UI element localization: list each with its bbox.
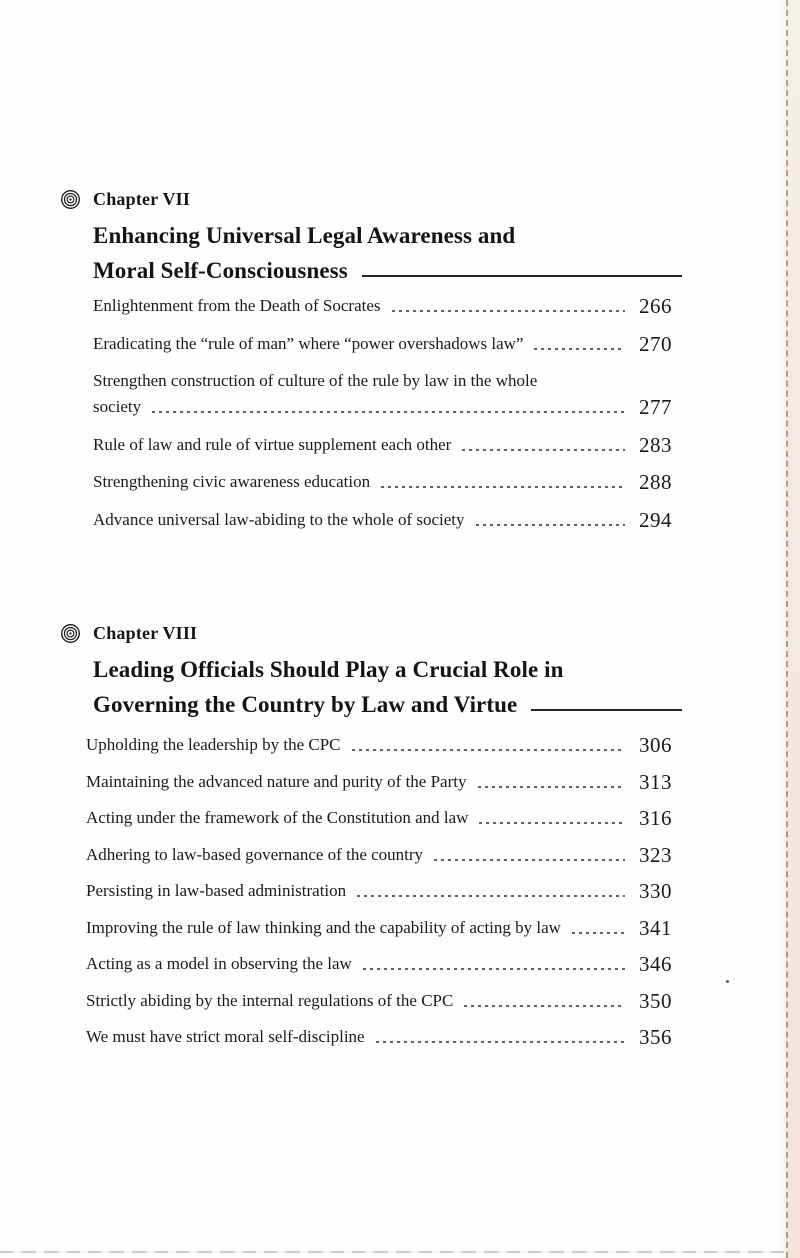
toc-entry-text: Improving the rule of law thinking and the capability of acting by law — [86, 917, 561, 937]
dot-leader — [462, 449, 625, 451]
toc-entry-text: Eradicating the “rule of man” where “power overshadows law” — [93, 333, 524, 353]
toc-page-number: 283 — [639, 432, 672, 457]
toc-entry — [86, 769, 672, 795]
toc-page-number: 330 — [639, 879, 672, 903]
dot-leader — [152, 411, 625, 413]
title-rule — [531, 709, 682, 711]
toc-entry — [86, 842, 672, 868]
toc-page-number: 266 — [639, 294, 672, 318]
toc-entry-text: Strictly abiding by the internal regulations of the CPC — [86, 990, 454, 1010]
chapter-section-viii — [60, 620, 682, 1061]
dot-leader — [464, 1005, 625, 1007]
chapter-heading-row — [60, 620, 682, 646]
toc-entry — [86, 915, 672, 941]
dot-leader — [572, 932, 625, 934]
title-rule — [362, 275, 682, 277]
dot-leader — [534, 348, 625, 350]
chapter-title-line2: Moral Self-Consciousness — [93, 258, 348, 283]
dot-leader — [352, 749, 625, 751]
toc-entry — [93, 469, 672, 495]
toc-entry — [93, 293, 672, 319]
toc-entry-text: Advance universal law-abiding to the whole of society — [93, 509, 465, 529]
dot-leader — [392, 310, 626, 312]
toc-page-number: 323 — [639, 842, 672, 867]
dot-leader — [479, 822, 625, 824]
concentric-rings-icon — [60, 623, 81, 644]
bottom-scan-line — [0, 1251, 790, 1253]
dot-leader — [478, 786, 626, 788]
toc-entry-text: Maintaining the advanced nature and purity of the Party — [86, 771, 467, 791]
toc-page-number: 270 — [639, 331, 672, 356]
toc-entry — [93, 432, 672, 458]
toc-entry — [86, 988, 672, 1014]
toc-entry-text: Strengthening civic awareness education — [93, 472, 371, 491]
page-edge-strip — [786, 0, 800, 1258]
toc-entry-text: Acting as a model in observing the law — [86, 954, 352, 973]
toc-page-number: 277 — [639, 395, 672, 419]
scan-speck — [726, 980, 729, 983]
toc-entry-text: society — [93, 397, 142, 416]
toc-entry-text: Persisting in law-based administration — [86, 881, 347, 900]
toc-entry — [93, 368, 672, 420]
toc-entry-text: Acting under the framework of the Constitution and law — [86, 808, 469, 827]
toc-entry — [86, 1024, 672, 1050]
chapter-title — [93, 652, 682, 722]
chapter-section-vii — [60, 186, 682, 544]
chapter-title-line1: Leading Officials Should Play a Crucial Role in — [93, 657, 564, 682]
toc-entry-text-line1: Strengthen construction of culture of the rule by law in the whole — [93, 371, 538, 390]
chapter-title-line1: Enhancing Universal Legal Awareness and — [93, 223, 516, 248]
toc-entry — [93, 507, 672, 533]
toc-entry-text: Adhering to law-based governance of the country — [86, 844, 424, 864]
toc-page-number: 346 — [639, 952, 672, 976]
chapter-heading-row — [60, 186, 682, 212]
toc-entry — [86, 805, 672, 831]
dot-leader — [363, 968, 625, 970]
toc-entries — [93, 293, 672, 533]
toc-page-number: 350 — [639, 988, 672, 1013]
toc-page-number: 288 — [639, 470, 672, 494]
toc-entries — [86, 732, 672, 1050]
dot-leader — [476, 524, 625, 526]
dot-leader — [434, 859, 625, 861]
concentric-rings-icon — [60, 189, 81, 210]
toc-page-number: 356 — [639, 1025, 672, 1049]
toc-page-number: 313 — [639, 769, 672, 794]
toc-page-number: 294 — [639, 507, 672, 532]
toc-entry — [86, 878, 672, 904]
toc-page-number: 316 — [639, 806, 672, 830]
toc-entry-text: We must have strict moral self-discipline — [86, 1027, 365, 1046]
toc-entry-text: Upholding the leadership by the CPC — [86, 735, 341, 754]
chapter-title — [93, 218, 682, 288]
dot-leader — [381, 486, 625, 488]
toc-page-number: 341 — [639, 915, 672, 940]
toc-entry-text: Enlightenment from the Death of Socrates — [93, 296, 381, 315]
dot-leader — [357, 895, 625, 897]
chapter-label: Chapter VIII — [93, 622, 198, 643]
chapter-label: Chapter VII — [93, 188, 191, 209]
chapter-title-line2: Governing the Country by Law and Virtue — [93, 692, 518, 717]
toc-entry — [86, 951, 672, 977]
dot-leader — [376, 1041, 625, 1043]
toc-entry-text: Rule of law and rule of virtue supplement each other — [93, 434, 452, 454]
toc-page-number: 306 — [639, 733, 672, 757]
toc-entry — [86, 732, 672, 758]
toc-entry — [93, 331, 672, 357]
